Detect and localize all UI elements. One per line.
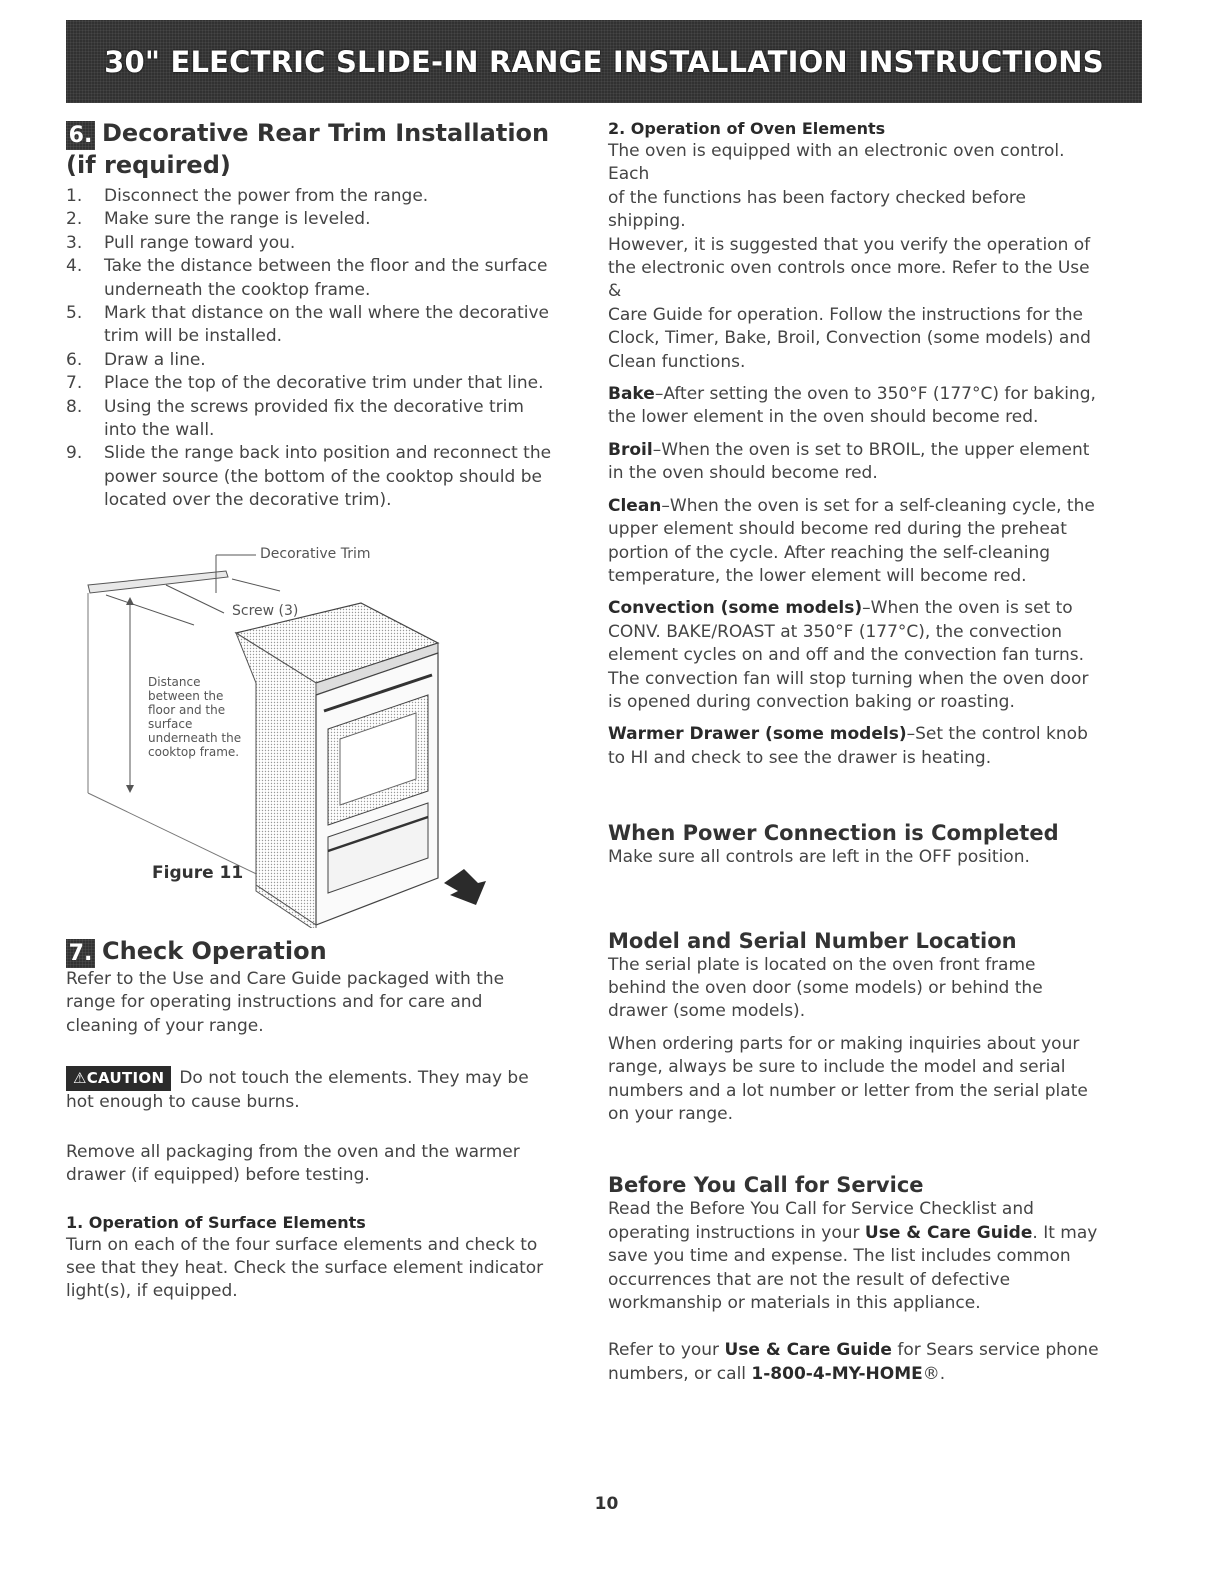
section-6-title: Decorative Rear Trim Installation	[102, 119, 550, 147]
list-item: 2. Make sure the range is leveled.	[66, 209, 371, 230]
caution-badge: ⚠CAUTION	[66, 1066, 171, 1091]
label-screw: Screw (3)	[232, 602, 299, 619]
label-decorative-trim: Decorative Trim	[260, 545, 371, 562]
broil-text: Broil–When the oven is set to BROIL, the upper element in the oven should become red.	[608, 439, 1090, 484]
before-service-title: Before You Call for Service	[608, 1173, 924, 1198]
oven-elements-title: 2. Operation of Oven Elements	[608, 119, 886, 138]
warning-triangle-icon: ⚠	[73, 1068, 87, 1087]
section-6-heading	[66, 118, 566, 150]
section-number-badge: 6.	[66, 121, 95, 150]
right-column	[608, 118, 1108, 1386]
remove-packaging-text: Remove all packaging from the oven and the warmer drawer (if equipped) before testing.	[66, 1141, 520, 1186]
list-item: 4. Take the distance between the floor and the surface underneath the cooktop frame.	[66, 256, 548, 300]
label-distance: Distance between the floor and the surface underneath the cooktop frame.	[148, 674, 242, 759]
warmer-drawer-text: Warmer Drawer (some models)–Set the control knob to HI and check to see the drawer is heating.	[608, 724, 1088, 768]
section-number-badge: 7.	[66, 939, 95, 968]
page-number: 10	[594, 1494, 619, 1514]
check-operation-intro: Refer to the Use and Care Guide packaged with the range for operating instructions and for care and cleaning of your range.	[66, 968, 505, 1036]
surface-elements-text: Turn on each of the four surface elements and check to see that they heat. Check the surface element indicator light(s), if equipped.	[66, 1234, 544, 1302]
list-item: 8. Using the screws provided fix the decorative trim into the wall.	[66, 396, 524, 441]
bake-text: Bake–After setting the oven to 350°F (177°C) for baking, the lower element in the oven should become red.	[608, 384, 1096, 428]
range-illustration	[66, 533, 566, 928]
list-item: 9. Slide the range back into position and reconnect the power source (the bottom of the cooktop should be located over the decorative trim).	[66, 443, 552, 511]
list-item: 1. Disconnect the power from the range.	[66, 186, 429, 206]
figure-caption: Figure 11	[152, 862, 244, 883]
list-item: 5. Mark that distance on the wall where the decorative trim will be installed.	[66, 303, 549, 347]
left-column	[66, 118, 566, 1304]
model-serial-text-1: The serial plate is located on the oven front frame behind the oven door (some models) or behind the drawer (some models).	[608, 954, 1043, 1022]
model-serial-text-2: When ordering parts for or making inquiries about your range, always be sure to include the model and serial numbers and a lot number or letter from the serial plate on your range.	[608, 1033, 1088, 1124]
trim-steps-list	[66, 185, 566, 513]
oven-elements-intro: The oven is equipped with an electronic oven control. Each of the functions has been factory checked before shipping. However, it is suggested that you verify the operation of the electronic oven controls once more. Refer to the Use & Care Guide for operation. Follow the instructions for the Clock, Timer, Bake, Broil, Convection (some models) and Clean functions.	[608, 141, 1091, 372]
caution-note: ⚠CAUTION Do not touch the elements. They may be hot enough to cause burns.	[66, 1067, 529, 1113]
before-service-text-2: Refer to your Use & Care Guide for Sears service phone numbers, or call 1-800-4-MY-HOME®.	[608, 1340, 1099, 1384]
list-item: 7. Place the top of the decorative trim under that line.	[66, 373, 544, 394]
surface-elements-title: 1. Operation of Surface Elements	[66, 1212, 366, 1232]
power-connection-title: When Power Connection is Completed	[608, 821, 1059, 846]
power-connection-text: Make sure all controls are left in the OFF position.	[608, 847, 1030, 868]
header-banner	[66, 20, 1142, 103]
section-7-title: Check Operation	[102, 936, 327, 965]
before-service-text-1: Read the Before You Call for Service Checklist and operating instructions in your Use & Care Guide. It may save you time and expense. The list includes common occurrences that are not the result of defective workmanship or materials in this appliance.	[608, 1199, 1098, 1314]
list-item: 3. Pull range toward you.	[66, 232, 296, 253]
figure-11	[66, 533, 566, 928]
list-item: 6. Draw a line.	[66, 349, 206, 370]
convection-text: Convection (some models)–When the oven is set to CONV. BAKE/ROAST at 350°F (177°C), the convection element cycles on and off and the convection fan turns. The convection fan will stop turning when the oven door is opened during convection baking or roasting.	[608, 598, 1089, 712]
clean-text: Clean–When the oven is set for a self-cleaning cycle, the upper element should become red during the preheat portion of the cycle. After reaching the self-cleaning temperature, the lower element will become red.	[608, 495, 1095, 586]
section-6-subtitle: (if required)	[66, 151, 231, 179]
page-title: 30" ELECTRIC SLIDE-IN RANGE INSTALLATION INSTRUCTIONS	[104, 44, 1104, 79]
section-7-heading	[66, 936, 566, 968]
model-serial-title: Model and Serial Number Location	[608, 928, 1017, 953]
